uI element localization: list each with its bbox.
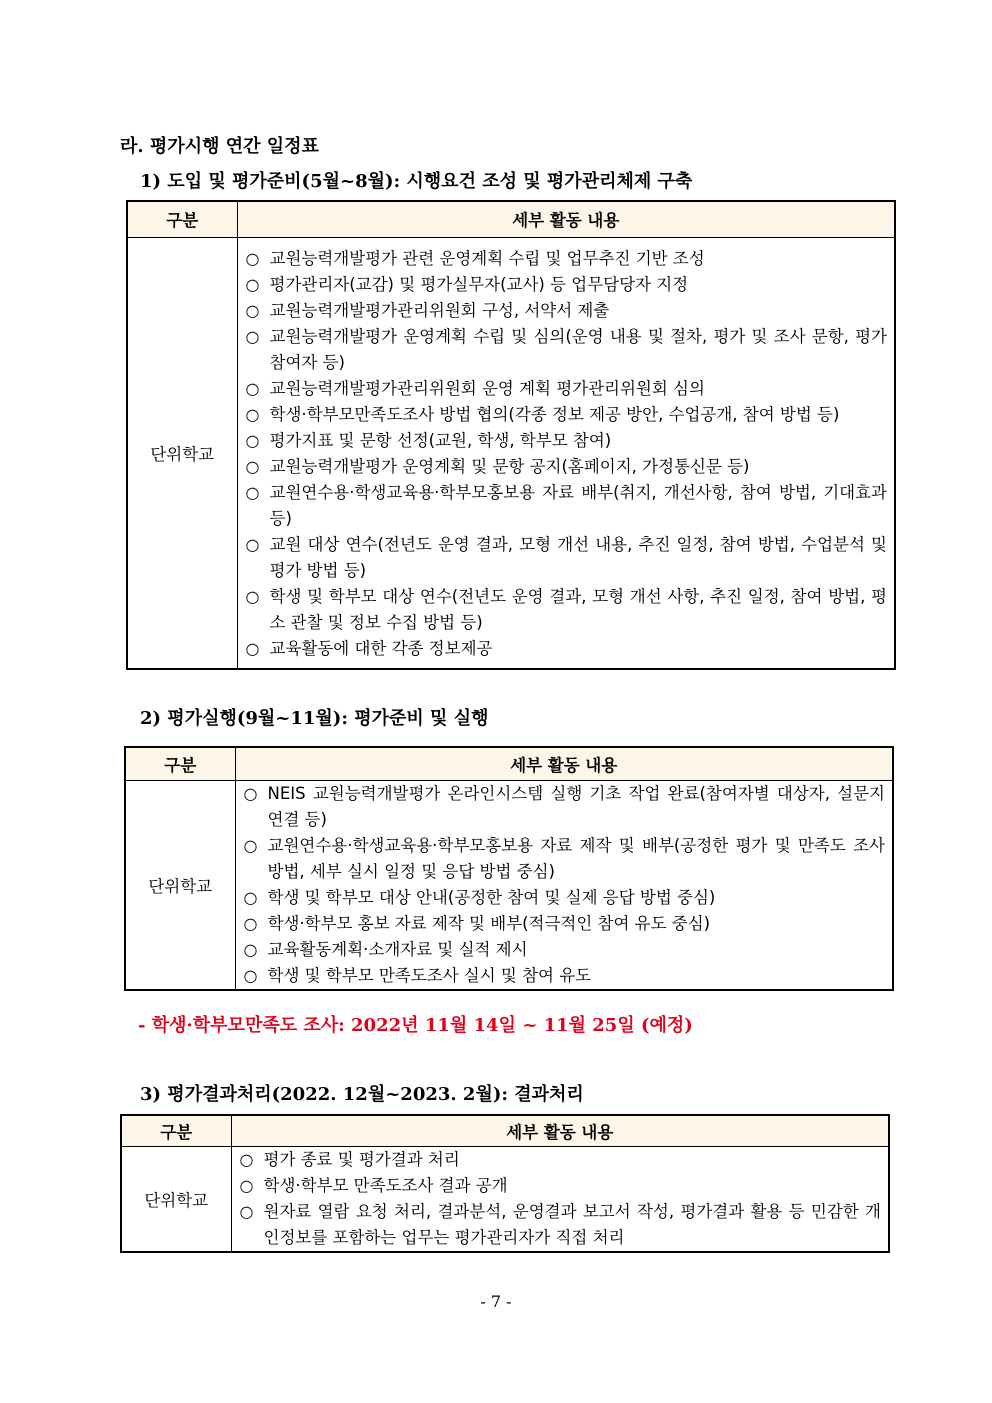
list-item [246,272,888,298]
list-item-text: 학생 및 학부모 대상 안내(공정한 참여 및 실제 응답 방법 중심) [267,887,716,907]
list-item [240,1173,882,1199]
list-item-text: 학생·학부모만족도조사 방법 협의(각종 정보 제공 방안, 수업공개, 참여 방법 등) [269,404,840,424]
circle-bullet-icon: ○ [245,378,260,398]
items-cell [231,1146,889,1252]
activity-list [246,246,888,662]
section-3-title: 3) 평가결과처리(2022. 12월~2023. 2월): 결과처리 [140,1084,584,1105]
list-item-text: 교원능력개발평가 운영계획 수립 및 심의(운영 내용 및 절차, 평가 및 조사 문항, 평가참여자 등) [269,326,887,372]
circle-bullet-icon: ○ [243,783,258,803]
list-item [244,911,886,937]
items-cell [235,780,893,990]
section-heading: 라. 평가시행 연간 일정표 [120,136,319,157]
circle-bullet-icon: ○ [245,326,260,346]
list-item-text: 학생 및 학부모 대상 연수(전년도 운영 결과, 모형 개선 사항, 추진 일정, 참여 방법, 평소 관찰 및 정보 수집 방법 등) [269,586,887,632]
list-item [244,885,886,911]
list-item [246,532,888,584]
section-2-title: 2) 평가실행(9월~11월): 평가준비 및 실행 [140,708,489,729]
list-item-text: 교육활동계획·소개자료 및 실적 제시 [267,939,528,959]
category-cell: 단위학교 [121,1146,231,1252]
circle-bullet-icon: ○ [243,913,258,933]
column-header-category: 구분 [127,201,237,237]
circle-bullet-icon: ○ [245,248,260,268]
list-item-text: 평가관리자(교감) 및 평가실무자(교사) 등 업무담당자 지정 [269,274,689,294]
list-item-text: 학생·학부모 만족도조사 결과 공개 [263,1175,508,1195]
circle-bullet-icon: ○ [245,456,260,476]
activity-list [244,781,886,989]
page-number: - 7 - [480,1292,512,1311]
list-item-text: 교원능력개발평가관리위원회 구성, 서약서 제출 [269,300,610,320]
circle-bullet-icon: ○ [245,404,260,424]
list-item-text: 학생·학부모 홍보 자료 제작 및 배부(적극적인 참여 유도 중심) [267,913,711,933]
list-item [246,376,888,402]
list-item [246,454,888,480]
list-item-text: 교육활동에 대한 각종 정보제공 [269,638,493,658]
list-item-text: 평가 종료 및 평가결과 처리 [263,1149,460,1169]
list-item [246,246,888,272]
column-header-category: 구분 [125,747,235,780]
list-item-text: 교원능력개발평가관리위원회 운영 계획 평가관리위원회 심의 [269,378,705,398]
category-cell: 단위학교 [127,237,237,669]
list-item [244,937,886,963]
column-header-details: 세부 활동 내용 [235,747,893,780]
section-1-title: 1) 도입 및 평가준비(5월~8월): 시행요건 조성 및 평가관리체제 구축 [140,171,693,192]
list-item [246,480,888,532]
list-item-text: 교원연수용·학생교육용·학부모홍보용 자료 제작 및 배부(공정한 평가 및 만족도 조사 방법, 세부 실시 일정 및 응답 방법 중심) [267,835,885,881]
list-item [246,298,888,324]
list-item-text: 교원능력개발평가 운영계획 및 문항 공지(홈페이지, 가정통신문 등) [269,456,750,476]
circle-bullet-icon: ○ [245,300,260,320]
category-cell: 단위학교 [125,780,235,990]
schedule-table-3 [120,1114,890,1253]
circle-bullet-icon: ○ [245,638,260,658]
items-cell [237,237,895,669]
list-item-text: 교원연수용·학생교육용·학부모홍보용 자료 배부(취지, 개선사항, 참여 방법, 기대효과 등) [269,482,887,528]
list-item-text: 교원 대상 연수(전년도 운영 결과, 모형 개선 내용, 추진 일정, 참여 방법, 수업분석 및 평가 방법 등) [269,534,887,580]
circle-bullet-icon: ○ [239,1201,254,1221]
list-item-text: 평가지표 및 문항 선정(교원, 학생, 학부모 참여) [269,430,612,450]
column-header-details: 세부 활동 내용 [237,201,895,237]
circle-bullet-icon: ○ [245,534,260,554]
list-item-text: 교원능력개발평가 관련 운영계획 수립 및 업무추진 기반 조성 [269,248,705,268]
column-header-details: 세부 활동 내용 [231,1115,889,1146]
list-item [244,833,886,885]
list-item-text: 학생 및 학부모 만족도조사 실시 및 참여 유도 [267,965,592,985]
list-item [246,584,888,636]
circle-bullet-icon: ○ [245,586,260,606]
list-item [246,324,888,376]
circle-bullet-icon: ○ [243,965,258,985]
circle-bullet-icon: ○ [243,835,258,855]
schedule-table-2 [124,746,894,991]
circle-bullet-icon: ○ [243,887,258,907]
list-item-text: NEIS 교원능력개발평가 온라인시스템 실행 기초 작업 완료(참여자별 대상자, 설문지 연결 등) [267,783,885,829]
list-item [240,1199,882,1251]
circle-bullet-icon: ○ [239,1149,254,1169]
activity-list [240,1147,882,1251]
column-header-category: 구분 [121,1115,231,1146]
list-item [244,963,886,989]
list-item [246,428,888,454]
list-item [244,781,886,833]
list-item [246,402,888,428]
circle-bullet-icon: ○ [239,1175,254,1195]
circle-bullet-icon: ○ [245,482,260,502]
list-item [240,1147,882,1173]
circle-bullet-icon: ○ [245,430,260,450]
schedule-table-1 [126,200,896,670]
survey-period-note: - 학생·학부모만족도 조사: 2022년 11월 14일 ~ 11월 25일 (예정) [138,1015,693,1036]
circle-bullet-icon: ○ [243,939,258,959]
list-item [246,636,888,662]
circle-bullet-icon: ○ [245,274,260,294]
list-item-text: 원자료 열람 요청 처리, 결과분석, 운영결과 보고서 작성, 평가결과 활용 등 민감한 개인정보를 포함하는 업무는 평가관리자가 직접 처리 [263,1201,881,1247]
